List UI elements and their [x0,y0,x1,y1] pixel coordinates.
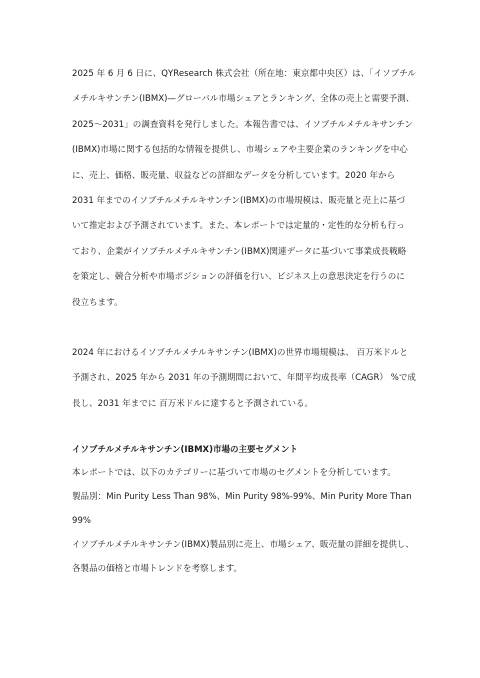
text-line: (IBMX)市場に関する包括的な情報を提供し、市場シェアや主要企業のランキングを中心 [72,145,408,156]
text-line: 役立ちます。 [72,297,123,308]
text-line: を策定し、競合分析や市場ポジションの評価を行い、ビジネス上の意思決定を行うのに [72,272,405,283]
market-size-paragraph [72,341,416,417]
segment-paragraph [72,461,412,581]
text-line: 各製品の価格と市場トレンドを考察します。 [72,564,243,575]
text-line: 予測され、2025 年から 2031 年の予測期間において、年間平均成長率（CAGR） %で成 [72,373,416,384]
text-line: 2024 年におけるイソブチルメチルキサンチン(IBMX)の世界市場規模は、 百万米ドルと [72,348,408,359]
text-line: イソブチルメチルキサンチン(IBMX)製品別に売上、市場シェア、販売量の詳細を提供し、 [72,540,414,551]
text-line: 99% [72,516,92,527]
text-line: 本レポートでは、以下のカテゴリーに基づいて市場のセグメントを分析しています。 [72,468,396,479]
text-line: ており、企業がイソブチルメチルキサンチン(IBMX)関連データに基づいて事業成長戦略 [72,246,407,257]
text-line: 2025～2031」の調査資料を発行しました。本報告書では、イソブチルメチルキサンチン [72,119,413,130]
text-line: に、売上、価格、販売量、収益などの詳細なデータを分析しています。2020 年から [72,170,396,181]
document-body [72,62,416,581]
intro-paragraph [72,62,416,316]
text-line: 長し、2031 年までに 百万米ドルに達すると予測されている。 [72,398,314,409]
text-line: メチルキサンチン(IBMX)—グローバル市場シェアとランキング、全体の売上と需要予測、 [72,94,415,105]
text-line: 製品別：Min Purity Less Than 98%、Min Purity 98%-99%、Min Purity More Than [72,492,412,503]
text-line: 2031 年までのイソブチルメチルキサンチン(IBMX)の市場規模は、販売量と売上に基づ [72,196,406,207]
text-line: いて推定および予測されています。また、本レポートでは定量的・定性的な分析も行っ [72,221,405,232]
text-line: 2025 年 6 月 6 日に、QYResearch 株式会社（所在地：東京都中央区）は、「イソブチル [72,69,416,79]
section-heading: イソブチルメチルキサンチン(IBMX)市場の主要セグメント [72,445,298,456]
